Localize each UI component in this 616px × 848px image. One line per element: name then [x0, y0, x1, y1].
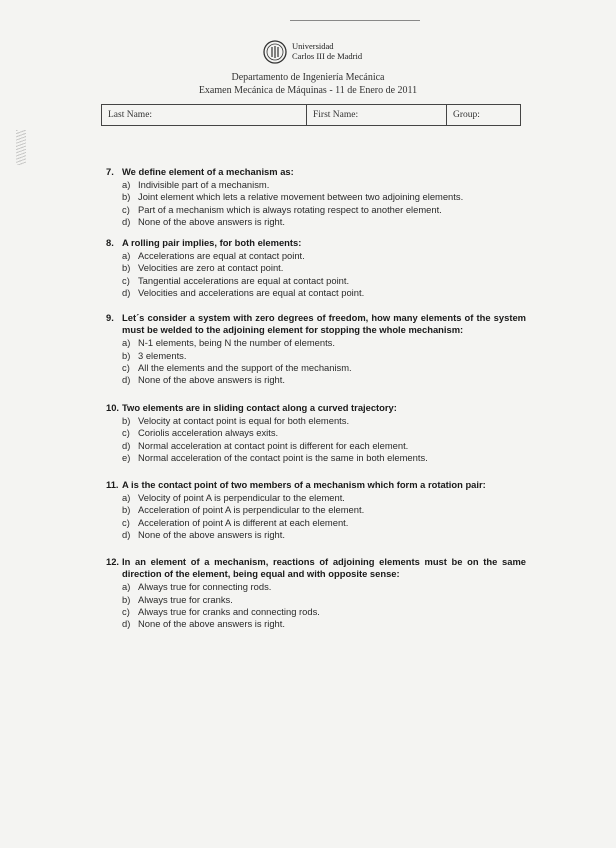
option-letter: c): [122, 605, 130, 617]
question-text: We define element of a mechanism as:: [122, 166, 294, 177]
option-letter: b): [122, 504, 131, 516]
question-text: A is the contact point of two members of a mechanism which form a rotation pair:: [122, 479, 486, 490]
scan-artifact-mark: [16, 130, 26, 165]
option-list: [122, 492, 526, 541]
option-list: [122, 415, 526, 464]
option-item[interactable]: [122, 517, 526, 529]
first-name-field[interactable]: First Name:: [307, 105, 447, 125]
option-letter: c): [122, 427, 130, 439]
option-letter: c): [122, 361, 130, 373]
option-text: All the elements and the support of the mechanism.: [138, 361, 352, 373]
option-text: Tangential accelerations are equal at contact point.: [138, 274, 350, 286]
question-text: Two elements are in sliding contact along a curved trajectory:: [122, 402, 397, 413]
option-item[interactable]: [122, 337, 526, 349]
university-name-line2: Carlos III de Madrid: [292, 51, 363, 61]
university-logo-icon: [263, 40, 287, 64]
option-item[interactable]: [122, 287, 526, 299]
option-text: N-1 elements, being N the number of elements.: [138, 337, 335, 349]
option-item[interactable]: [122, 191, 526, 203]
option-item[interactable]: [122, 452, 526, 464]
group-field[interactable]: Group:: [453, 110, 480, 120]
option-letter: d): [122, 439, 131, 451]
question-number: 12.: [106, 556, 120, 567]
option-text: Normal acceleration of the contact point is the same in both elements.: [138, 451, 428, 463]
option-letter: a): [122, 581, 131, 593]
option-text: Joint element which lets a relative movement between two adjoining elements.: [138, 191, 464, 203]
option-text: Velocities are zero at contact point.: [138, 262, 284, 274]
option-letter: e): [122, 451, 131, 463]
option-letter: c): [122, 274, 130, 286]
university-name: [292, 41, 362, 61]
option-text: Always true for cranks and connecting rods.: [138, 605, 320, 617]
option-list: [122, 179, 526, 228]
option-text: None of the above answers is right.: [138, 215, 285, 227]
option-item[interactable]: [122, 415, 526, 427]
option-item[interactable]: [122, 262, 526, 274]
option-letter: b): [122, 415, 131, 427]
question-9: [106, 312, 526, 386]
option-letter: b): [122, 593, 131, 605]
option-text: None of the above answers is right.: [138, 374, 285, 386]
option-letter: d): [122, 618, 131, 630]
option-item[interactable]: [122, 204, 526, 216]
question-number: 9.: [106, 312, 114, 323]
option-letter: d): [122, 286, 131, 298]
option-text: Accelerations are equal at contact point.: [138, 250, 305, 262]
option-letter: a): [122, 250, 131, 262]
question-number: 10.: [106, 402, 120, 413]
question-8: [106, 237, 526, 299]
question-number: 7.: [106, 166, 114, 177]
option-item[interactable]: [122, 529, 526, 541]
option-item[interactable]: [122, 594, 526, 606]
option-letter: b): [122, 262, 131, 274]
option-letter: a): [122, 179, 131, 191]
option-text: Always true for cranks.: [138, 593, 233, 605]
option-text: Velocities and accelerations are equal at contact point.: [138, 286, 365, 298]
option-letter: b): [122, 349, 131, 361]
option-item[interactable]: [122, 275, 526, 287]
option-text: Indivisible part of a mechanism.: [138, 179, 270, 191]
question-11: [106, 479, 526, 541]
question-text: A rolling pair implies, for both elements:: [122, 237, 302, 248]
option-text: Velocity at contact point is equal for both elements.: [138, 415, 350, 427]
option-text: Coriolis acceleration always exits.: [138, 427, 279, 439]
question-10: [106, 402, 526, 464]
option-item[interactable]: [122, 250, 526, 262]
option-item[interactable]: [122, 350, 526, 362]
option-list: [122, 581, 526, 630]
option-letter: b): [122, 191, 131, 203]
option-text: Acceleration of point A is perpendicular to the element.: [138, 504, 365, 516]
option-letter: c): [122, 516, 130, 528]
option-item[interactable]: [122, 362, 526, 374]
university-name-line1: Universidad: [292, 41, 334, 51]
option-item[interactable]: [122, 374, 526, 386]
exam-title: Examen Mecánica de Máquinas - 11 de Enero de 2011: [198, 85, 418, 96]
option-list: [122, 337, 526, 386]
option-item[interactable]: [122, 606, 526, 618]
option-text: Part of a mechanism which is always rotating respect to another element.: [138, 203, 442, 215]
option-item[interactable]: [122, 440, 526, 452]
option-item[interactable]: [122, 504, 526, 516]
question-text: Let´s consider a system with zero degrees of freedom, how many elements of the system must be welded to the adjoining element for stopping the whole mechanism:: [122, 312, 526, 336]
option-item[interactable]: [122, 179, 526, 191]
option-letter: d): [122, 215, 131, 227]
question-text: In an element of a mechanism, reactions of adjoining elements must be on the same direction of the element, being equal and with opposite sense:: [122, 556, 526, 580]
option-letter: a): [122, 492, 131, 504]
option-item[interactable]: [122, 427, 526, 439]
option-letter: d): [122, 374, 131, 386]
option-text: Always true for connecting rods.: [138, 581, 272, 593]
question-number: 8.: [106, 237, 114, 248]
question-7: [106, 166, 526, 228]
option-item[interactable]: [122, 581, 526, 593]
option-letter: c): [122, 203, 130, 215]
option-text: None of the above answers is right.: [138, 618, 285, 630]
option-list: [122, 250, 526, 299]
option-text: None of the above answers is right.: [138, 528, 285, 540]
option-letter: d): [122, 528, 131, 540]
option-text: Normal acceleration at contact point is different for each element.: [138, 439, 409, 451]
option-text: Acceleration of point A is different at each element.: [138, 516, 349, 528]
option-text: 3 elements.: [138, 349, 187, 361]
option-item[interactable]: [122, 492, 526, 504]
last-name-field[interactable]: Last Name:: [102, 105, 307, 125]
option-text: Velocity of point A is perpendicular to the element.: [138, 492, 345, 504]
scan-artifact-line: [290, 20, 420, 21]
question-number: 11.: [106, 479, 119, 490]
option-item[interactable]: [122, 216, 526, 228]
question-12: [106, 556, 526, 630]
department-title: Departamento de Ingeniería Mecánica: [231, 72, 385, 83]
student-info-box: [101, 104, 521, 126]
option-letter: a): [122, 337, 131, 349]
option-item[interactable]: [122, 618, 526, 630]
